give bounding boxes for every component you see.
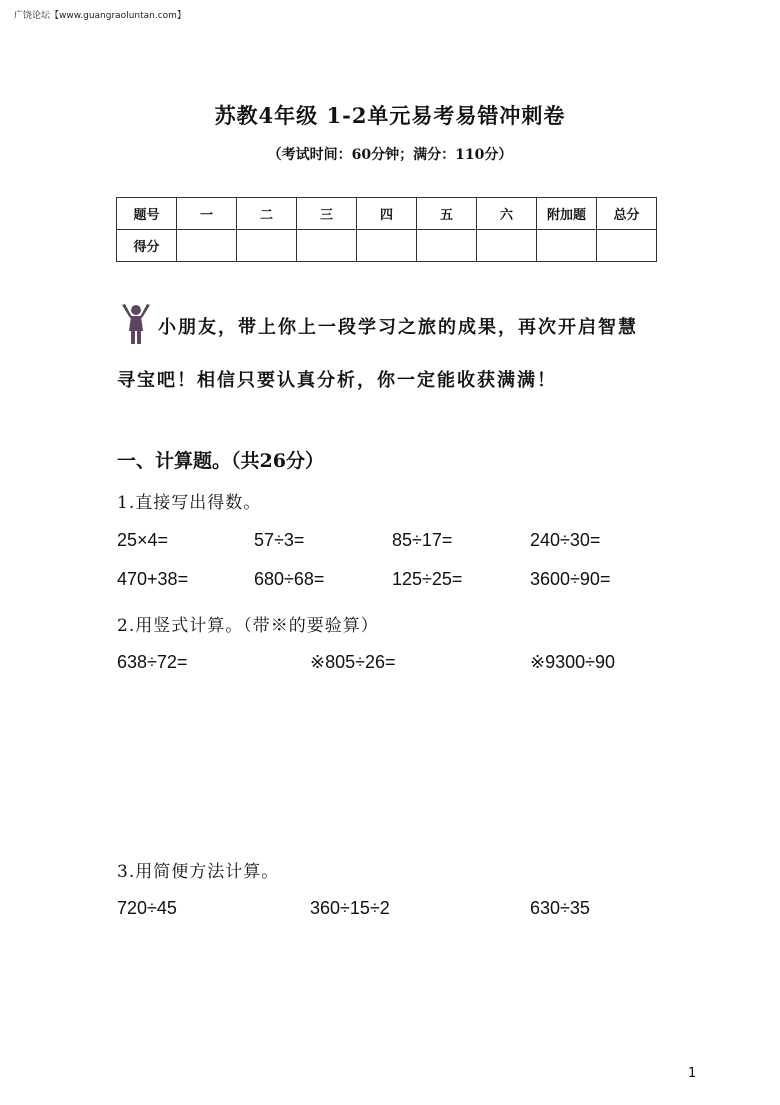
watermark: 广饶论坛【www.guangraoluntan.com】 xyxy=(14,11,186,21)
score-table xyxy=(116,197,657,262)
question-2-label: 2.用竖式计算。（带※的要验算） xyxy=(117,616,379,636)
page-subtitle: （考试时间：60分钟；满分：110分） xyxy=(267,147,513,163)
problem: 470+38= xyxy=(117,569,189,589)
problem: ※805÷26= xyxy=(310,652,396,672)
score-blank-cell[interactable] xyxy=(417,230,477,262)
table-cell: 二 xyxy=(237,198,297,230)
problem: 240÷30= xyxy=(530,530,601,550)
table-cell: 六 xyxy=(477,198,537,230)
score-blank-cell[interactable] xyxy=(297,230,357,262)
problem: 25×4= xyxy=(117,530,169,550)
score-blank-cell[interactable] xyxy=(597,230,657,262)
table-cell: 五 xyxy=(417,198,477,230)
score-blank-cell[interactable] xyxy=(477,230,537,262)
page-number: 1 xyxy=(688,1066,697,1081)
problem: 57÷3= xyxy=(254,530,305,550)
problem: 360÷15÷2 xyxy=(310,898,390,918)
score-blank-cell[interactable] xyxy=(237,230,297,262)
problem: 125÷25= xyxy=(392,569,463,589)
intro-line-2: 寻宝吧！相信只要认真分析，你一定能收获满满！ xyxy=(117,370,557,391)
score-table-header-row xyxy=(117,198,657,230)
score-table-score-row xyxy=(117,230,657,262)
table-cell: 四 xyxy=(357,198,417,230)
table-cell: 附加题 xyxy=(537,198,597,230)
problem: 630÷35 xyxy=(530,898,590,918)
table-cell: 题号 xyxy=(117,198,177,230)
score-blank-cell[interactable] xyxy=(357,230,417,262)
problem: 680÷68= xyxy=(254,569,325,589)
question-3-label: 3.用简便方法计算。 xyxy=(117,862,280,882)
question-1-label: 1.直接写出得数。 xyxy=(117,493,262,513)
girl-icon xyxy=(119,303,153,345)
section-heading: 一、计算题。（共26分） xyxy=(117,450,324,472)
score-blank-cell[interactable] xyxy=(177,230,237,262)
table-cell: 得分 xyxy=(117,230,177,262)
problem: 720÷45 xyxy=(117,898,177,918)
table-cell: 三 xyxy=(297,198,357,230)
page-title: 苏教4年级 1-2单元易考易错冲刺卷 xyxy=(214,103,566,128)
problem: 3600÷90= xyxy=(530,569,611,589)
intro-line-1: 小朋友，带上你上一段学习之旅的成果，再次开启智慧 xyxy=(158,317,638,338)
score-blank-cell[interactable] xyxy=(537,230,597,262)
problem: 638÷72= xyxy=(117,652,188,672)
problem: ※9300÷90 xyxy=(530,652,616,672)
problem: 85÷17= xyxy=(392,530,453,550)
table-cell: 一 xyxy=(177,198,237,230)
table-cell: 总分 xyxy=(597,198,657,230)
